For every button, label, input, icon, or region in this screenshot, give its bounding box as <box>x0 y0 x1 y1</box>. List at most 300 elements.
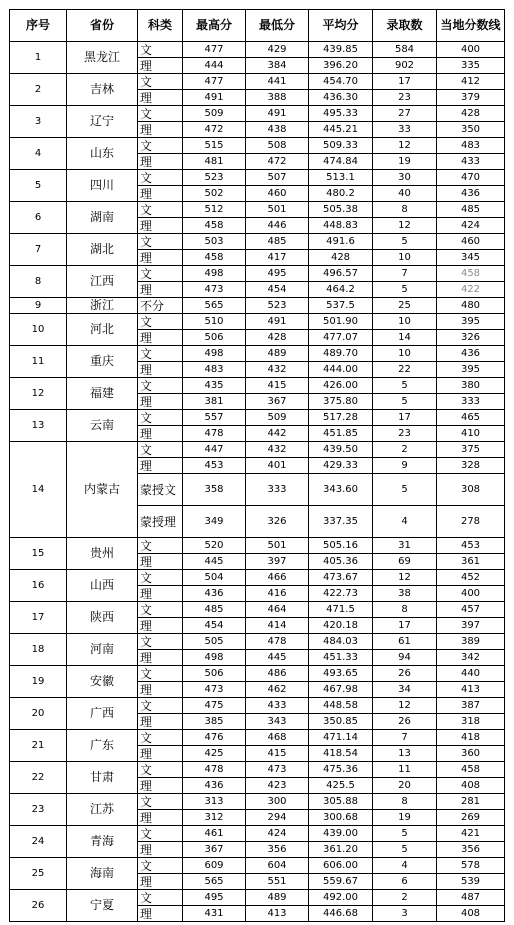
min-score-cell: 442 <box>246 426 309 442</box>
min-score-cell: 433 <box>246 698 309 714</box>
avg-score-cell: 439.85 <box>309 42 373 58</box>
admitted-count-cell: 5 <box>373 842 437 858</box>
max-score-cell: 503 <box>183 234 246 250</box>
admitted-count-cell: 94 <box>373 650 437 666</box>
index-cell: 10 <box>10 314 67 346</box>
max-score-cell: 475 <box>183 698 246 714</box>
max-score-cell: 444 <box>183 58 246 74</box>
province-cell: 青海 <box>67 826 138 858</box>
table-row <box>10 890 505 906</box>
max-score-cell: 478 <box>183 762 246 778</box>
avg-score-cell: 436.30 <box>309 90 373 106</box>
local-cutoff-cell: 380 <box>437 378 505 394</box>
province-cell: 内蒙古 <box>67 442 138 538</box>
avg-score-cell: 305.88 <box>309 794 373 810</box>
province-cell: 安徽 <box>67 666 138 698</box>
subject-type-cell: 文 <box>138 602 183 618</box>
min-score-cell: 509 <box>246 410 309 426</box>
admitted-count-cell: 31 <box>373 538 437 554</box>
index-cell: 6 <box>10 202 67 234</box>
max-score-cell: 565 <box>183 874 246 890</box>
local-cutoff-cell: 400 <box>437 586 505 602</box>
header-min-score: 最低分 <box>246 10 309 42</box>
min-score-cell: 604 <box>246 858 309 874</box>
min-score-cell: 343 <box>246 714 309 730</box>
local-cutoff-cell: 326 <box>437 330 505 346</box>
min-score-cell: 300 <box>246 794 309 810</box>
min-score-cell: 460 <box>246 186 309 202</box>
avg-score-cell: 446.68 <box>309 906 373 922</box>
subject-type-cell: 文 <box>138 794 183 810</box>
local-cutoff-cell: 356 <box>437 842 505 858</box>
local-cutoff-cell: 410 <box>437 426 505 442</box>
admitted-count-cell: 9 <box>373 458 437 474</box>
subject-type-cell: 文 <box>138 698 183 714</box>
local-cutoff-cell: 428 <box>437 106 505 122</box>
local-cutoff-cell: 433 <box>437 154 505 170</box>
avg-score-cell: 422.73 <box>309 586 373 602</box>
subject-type-cell: 理 <box>138 218 183 234</box>
province-cell: 山西 <box>67 570 138 602</box>
admitted-count-cell: 5 <box>373 474 437 506</box>
table-row <box>10 74 505 90</box>
subject-type-cell: 文 <box>138 826 183 842</box>
admitted-count-cell: 6 <box>373 874 437 890</box>
table-body <box>10 42 505 922</box>
max-score-cell: 425 <box>183 746 246 762</box>
min-score-cell: 417 <box>246 250 309 266</box>
index-cell: 8 <box>10 266 67 298</box>
min-score-cell: 415 <box>246 746 309 762</box>
min-score-cell: 478 <box>246 634 309 650</box>
avg-score-cell: 501.90 <box>309 314 373 330</box>
subject-type-cell: 理 <box>138 154 183 170</box>
subject-type-cell: 文 <box>138 410 183 426</box>
avg-score-cell: 429.33 <box>309 458 373 474</box>
province-cell: 山东 <box>67 138 138 170</box>
admitted-count-cell: 5 <box>373 234 437 250</box>
avg-score-cell: 477.07 <box>309 330 373 346</box>
subject-type-cell: 文 <box>138 890 183 906</box>
min-score-cell: 416 <box>246 586 309 602</box>
avg-score-cell: 454.70 <box>309 74 373 90</box>
index-cell: 13 <box>10 410 67 442</box>
admitted-count-cell: 5 <box>373 282 437 298</box>
table-row <box>10 698 505 714</box>
avg-score-cell: 496.57 <box>309 266 373 282</box>
admitted-count-cell: 902 <box>373 58 437 74</box>
header-row <box>10 10 505 42</box>
table-row <box>10 202 505 218</box>
subject-type-cell: 文 <box>138 378 183 394</box>
index-cell: 4 <box>10 138 67 170</box>
local-cutoff-cell: 379 <box>437 90 505 106</box>
subject-type-cell: 蒙授文 <box>138 474 183 506</box>
avg-score-cell: 418.54 <box>309 746 373 762</box>
local-cutoff-cell: 421 <box>437 826 505 842</box>
min-score-cell: 432 <box>246 362 309 378</box>
subject-type-cell: 文 <box>138 106 183 122</box>
admitted-count-cell: 22 <box>373 362 437 378</box>
table-row <box>10 666 505 682</box>
avg-score-cell: 448.83 <box>309 218 373 234</box>
max-score-cell: 313 <box>183 794 246 810</box>
avg-score-cell: 300.68 <box>309 810 373 826</box>
subject-type-cell: 文 <box>138 234 183 250</box>
subject-type-cell: 理 <box>138 618 183 634</box>
min-score-cell: 489 <box>246 346 309 362</box>
subject-type-cell: 文 <box>138 74 183 90</box>
admitted-count-cell: 7 <box>373 730 437 746</box>
local-cutoff-cell: 457 <box>437 602 505 618</box>
min-score-cell: 464 <box>246 602 309 618</box>
local-cutoff-cell: 408 <box>437 778 505 794</box>
province-cell: 贵州 <box>67 538 138 570</box>
header-index: 序号 <box>10 10 67 42</box>
avg-score-cell: 517.28 <box>309 410 373 426</box>
subject-type-cell: 理 <box>138 90 183 106</box>
avg-score-cell: 426.00 <box>309 378 373 394</box>
admitted-count-cell: 25 <box>373 298 437 314</box>
header-subject-type: 科类 <box>138 10 183 42</box>
avg-score-cell: 464.2 <box>309 282 373 298</box>
max-score-cell: 477 <box>183 74 246 90</box>
max-score-cell: 458 <box>183 250 246 266</box>
local-cutoff-cell: 361 <box>437 554 505 570</box>
max-score-cell: 436 <box>183 778 246 794</box>
local-cutoff-cell: 269 <box>437 810 505 826</box>
table-row <box>10 170 505 186</box>
table-row <box>10 538 505 554</box>
subject-type-cell: 文 <box>138 202 183 218</box>
min-score-cell: 462 <box>246 682 309 698</box>
min-score-cell: 454 <box>246 282 309 298</box>
avg-score-cell: 474.84 <box>309 154 373 170</box>
admitted-count-cell: 30 <box>373 170 437 186</box>
local-cutoff-cell: 458 <box>437 266 505 282</box>
avg-score-cell: 471.5 <box>309 602 373 618</box>
avg-score-cell: 471.14 <box>309 730 373 746</box>
subject-type-cell: 理 <box>138 650 183 666</box>
subject-type-cell: 文 <box>138 170 183 186</box>
admitted-count-cell: 13 <box>373 746 437 762</box>
avg-score-cell: 495.33 <box>309 106 373 122</box>
min-score-cell: 333 <box>246 474 309 506</box>
avg-score-cell: 480.2 <box>309 186 373 202</box>
avg-score-cell: 425.5 <box>309 778 373 794</box>
admitted-count-cell: 33 <box>373 122 437 138</box>
admitted-count-cell: 27 <box>373 106 437 122</box>
avg-score-cell: 467.98 <box>309 682 373 698</box>
local-cutoff-cell: 539 <box>437 874 505 890</box>
min-score-cell: 424 <box>246 826 309 842</box>
province-cell: 海南 <box>67 858 138 890</box>
local-cutoff-cell: 400 <box>437 42 505 58</box>
subject-type-cell: 文 <box>138 570 183 586</box>
province-cell: 湖北 <box>67 234 138 266</box>
local-cutoff-cell: 360 <box>437 746 505 762</box>
admitted-count-cell: 17 <box>373 74 437 90</box>
index-cell: 24 <box>10 826 67 858</box>
avg-score-cell: 505.38 <box>309 202 373 218</box>
max-score-cell: 506 <box>183 666 246 682</box>
min-score-cell: 428 <box>246 330 309 346</box>
avg-score-cell: 493.65 <box>309 666 373 682</box>
min-score-cell: 507 <box>246 170 309 186</box>
index-cell: 23 <box>10 794 67 826</box>
admitted-count-cell: 584 <box>373 42 437 58</box>
max-score-cell: 453 <box>183 458 246 474</box>
local-cutoff-cell: 436 <box>437 346 505 362</box>
min-score-cell: 294 <box>246 810 309 826</box>
avg-score-cell: 484.03 <box>309 634 373 650</box>
min-score-cell: 413 <box>246 906 309 922</box>
local-cutoff-cell: 345 <box>437 250 505 266</box>
admitted-count-cell: 17 <box>373 618 437 634</box>
index-cell: 15 <box>10 538 67 570</box>
table-row <box>10 858 505 874</box>
min-score-cell: 432 <box>246 442 309 458</box>
avg-score-cell: 337.35 <box>309 506 373 538</box>
min-score-cell: 472 <box>246 154 309 170</box>
min-score-cell: 495 <box>246 266 309 282</box>
max-score-cell: 473 <box>183 282 246 298</box>
table-row <box>10 826 505 842</box>
local-cutoff-cell: 465 <box>437 410 505 426</box>
province-cell: 广西 <box>67 698 138 730</box>
local-cutoff-cell: 453 <box>437 538 505 554</box>
index-cell: 21 <box>10 730 67 762</box>
max-score-cell: 565 <box>183 298 246 314</box>
index-cell: 7 <box>10 234 67 266</box>
index-cell: 20 <box>10 698 67 730</box>
max-score-cell: 458 <box>183 218 246 234</box>
subject-type-cell: 理 <box>138 842 183 858</box>
avg-score-cell: 420.18 <box>309 618 373 634</box>
max-score-cell: 520 <box>183 538 246 554</box>
local-cutoff-cell: 436 <box>437 186 505 202</box>
avg-score-cell: 451.33 <box>309 650 373 666</box>
table-row <box>10 794 505 810</box>
max-score-cell: 506 <box>183 330 246 346</box>
table-row <box>10 442 505 458</box>
max-score-cell: 461 <box>183 826 246 842</box>
admitted-count-cell: 17 <box>373 410 437 426</box>
admitted-count-cell: 5 <box>373 826 437 842</box>
local-cutoff-cell: 418 <box>437 730 505 746</box>
province-cell: 重庆 <box>67 346 138 378</box>
index-cell: 3 <box>10 106 67 138</box>
local-cutoff-cell: 578 <box>437 858 505 874</box>
index-cell: 14 <box>10 442 67 538</box>
min-score-cell: 491 <box>246 314 309 330</box>
admitted-count-cell: 69 <box>373 554 437 570</box>
subject-type-cell: 理 <box>138 330 183 346</box>
min-score-cell: 501 <box>246 202 309 218</box>
admitted-count-cell: 3 <box>373 906 437 922</box>
admitted-count-cell: 19 <box>373 810 437 826</box>
subject-type-cell: 文 <box>138 730 183 746</box>
admitted-count-cell: 12 <box>373 570 437 586</box>
avg-score-cell: 475.36 <box>309 762 373 778</box>
admitted-count-cell: 5 <box>373 394 437 410</box>
avg-score-cell: 375.80 <box>309 394 373 410</box>
province-cell: 广东 <box>67 730 138 762</box>
avg-score-cell: 445.21 <box>309 122 373 138</box>
local-cutoff-cell: 318 <box>437 714 505 730</box>
avg-score-cell: 513.1 <box>309 170 373 186</box>
max-score-cell: 505 <box>183 634 246 650</box>
min-score-cell: 414 <box>246 618 309 634</box>
max-score-cell: 483 <box>183 362 246 378</box>
local-cutoff-cell: 440 <box>437 666 505 682</box>
table-row <box>10 410 505 426</box>
province-cell: 辽宁 <box>67 106 138 138</box>
table-row <box>10 106 505 122</box>
max-score-cell: 472 <box>183 122 246 138</box>
min-score-cell: 551 <box>246 874 309 890</box>
admitted-count-cell: 38 <box>373 586 437 602</box>
min-score-cell: 423 <box>246 778 309 794</box>
max-score-cell: 445 <box>183 554 246 570</box>
max-score-cell: 498 <box>183 346 246 362</box>
table-row <box>10 730 505 746</box>
index-cell: 9 <box>10 298 67 314</box>
province-cell: 浙江 <box>67 298 138 314</box>
min-score-cell: 445 <box>246 650 309 666</box>
table-row <box>10 346 505 362</box>
table-row <box>10 138 505 154</box>
avg-score-cell: 343.60 <box>309 474 373 506</box>
min-score-cell: 486 <box>246 666 309 682</box>
admitted-count-cell: 23 <box>373 426 437 442</box>
min-score-cell: 491 <box>246 106 309 122</box>
max-score-cell: 498 <box>183 266 246 282</box>
min-score-cell: 441 <box>246 74 309 90</box>
subject-type-cell: 理 <box>138 554 183 570</box>
max-score-cell: 358 <box>183 474 246 506</box>
subject-type-cell: 理 <box>138 874 183 890</box>
local-cutoff-cell: 397 <box>437 618 505 634</box>
subject-type-cell: 理 <box>138 458 183 474</box>
avg-score-cell: 396.20 <box>309 58 373 74</box>
province-cell: 陕西 <box>67 602 138 634</box>
province-cell: 河北 <box>67 314 138 346</box>
admitted-count-cell: 12 <box>373 218 437 234</box>
avg-score-cell: 451.85 <box>309 426 373 442</box>
province-cell: 吉林 <box>67 74 138 106</box>
province-cell: 甘肃 <box>67 762 138 794</box>
local-cutoff-cell: 412 <box>437 74 505 90</box>
admitted-count-cell: 10 <box>373 250 437 266</box>
avg-score-cell: 606.00 <box>309 858 373 874</box>
max-score-cell: 312 <box>183 810 246 826</box>
max-score-cell: 476 <box>183 730 246 746</box>
subject-type-cell: 文 <box>138 634 183 650</box>
min-score-cell: 388 <box>246 90 309 106</box>
min-score-cell: 466 <box>246 570 309 586</box>
max-score-cell: 435 <box>183 378 246 394</box>
local-cutoff-cell: 458 <box>437 762 505 778</box>
admitted-count-cell: 10 <box>373 346 437 362</box>
admitted-count-cell: 2 <box>373 442 437 458</box>
avg-score-cell: 505.16 <box>309 538 373 554</box>
min-score-cell: 489 <box>246 890 309 906</box>
max-score-cell: 512 <box>183 202 246 218</box>
province-cell: 宁夏 <box>67 890 138 922</box>
subject-type-cell: 文 <box>138 266 183 282</box>
local-cutoff-cell: 389 <box>437 634 505 650</box>
avg-score-cell: 350.85 <box>309 714 373 730</box>
subject-type-cell: 理 <box>138 282 183 298</box>
min-score-cell: 326 <box>246 506 309 538</box>
local-cutoff-cell: 424 <box>437 218 505 234</box>
index-cell: 18 <box>10 634 67 666</box>
min-score-cell: 401 <box>246 458 309 474</box>
min-score-cell: 384 <box>246 58 309 74</box>
subject-type-cell: 理 <box>138 122 183 138</box>
min-score-cell: 397 <box>246 554 309 570</box>
table-row <box>10 234 505 250</box>
max-score-cell: 509 <box>183 106 246 122</box>
local-cutoff-cell: 487 <box>437 890 505 906</box>
min-score-cell: 501 <box>246 538 309 554</box>
max-score-cell: 431 <box>183 906 246 922</box>
min-score-cell: 367 <box>246 394 309 410</box>
admission-score-table <box>9 9 505 922</box>
index-cell: 1 <box>10 42 67 74</box>
avg-score-cell: 361.20 <box>309 842 373 858</box>
table-row <box>10 266 505 282</box>
max-score-cell: 510 <box>183 314 246 330</box>
subject-type-cell: 蒙授理 <box>138 506 183 538</box>
subject-type-cell: 文 <box>138 442 183 458</box>
subject-type-cell: 理 <box>138 586 183 602</box>
index-cell: 5 <box>10 170 67 202</box>
subject-type-cell: 文 <box>138 42 183 58</box>
index-cell: 16 <box>10 570 67 602</box>
province-cell: 江西 <box>67 266 138 298</box>
admitted-count-cell: 23 <box>373 90 437 106</box>
province-cell: 湖南 <box>67 202 138 234</box>
admitted-count-cell: 7 <box>373 266 437 282</box>
index-cell: 26 <box>10 890 67 922</box>
local-cutoff-cell: 308 <box>437 474 505 506</box>
header-max-score: 最高分 <box>183 10 246 42</box>
avg-score-cell: 444.00 <box>309 362 373 378</box>
max-score-cell: 481 <box>183 154 246 170</box>
avg-score-cell: 489.70 <box>309 346 373 362</box>
min-score-cell: 438 <box>246 122 309 138</box>
local-cutoff-cell: 328 <box>437 458 505 474</box>
max-score-cell: 557 <box>183 410 246 426</box>
admitted-count-cell: 14 <box>373 330 437 346</box>
avg-score-cell: 448.58 <box>309 698 373 714</box>
subject-type-cell: 文 <box>138 346 183 362</box>
local-cutoff-cell: 281 <box>437 794 505 810</box>
max-score-cell: 473 <box>183 682 246 698</box>
subject-type-cell: 理 <box>138 778 183 794</box>
subject-type-cell: 文 <box>138 314 183 330</box>
index-cell: 11 <box>10 346 67 378</box>
index-cell: 17 <box>10 602 67 634</box>
header-local-cutoff: 当地分数线 <box>437 10 505 42</box>
max-score-cell: 349 <box>183 506 246 538</box>
subject-type-cell: 理 <box>138 682 183 698</box>
admitted-count-cell: 5 <box>373 378 437 394</box>
subject-type-cell: 理 <box>138 186 183 202</box>
province-cell: 云南 <box>67 410 138 442</box>
